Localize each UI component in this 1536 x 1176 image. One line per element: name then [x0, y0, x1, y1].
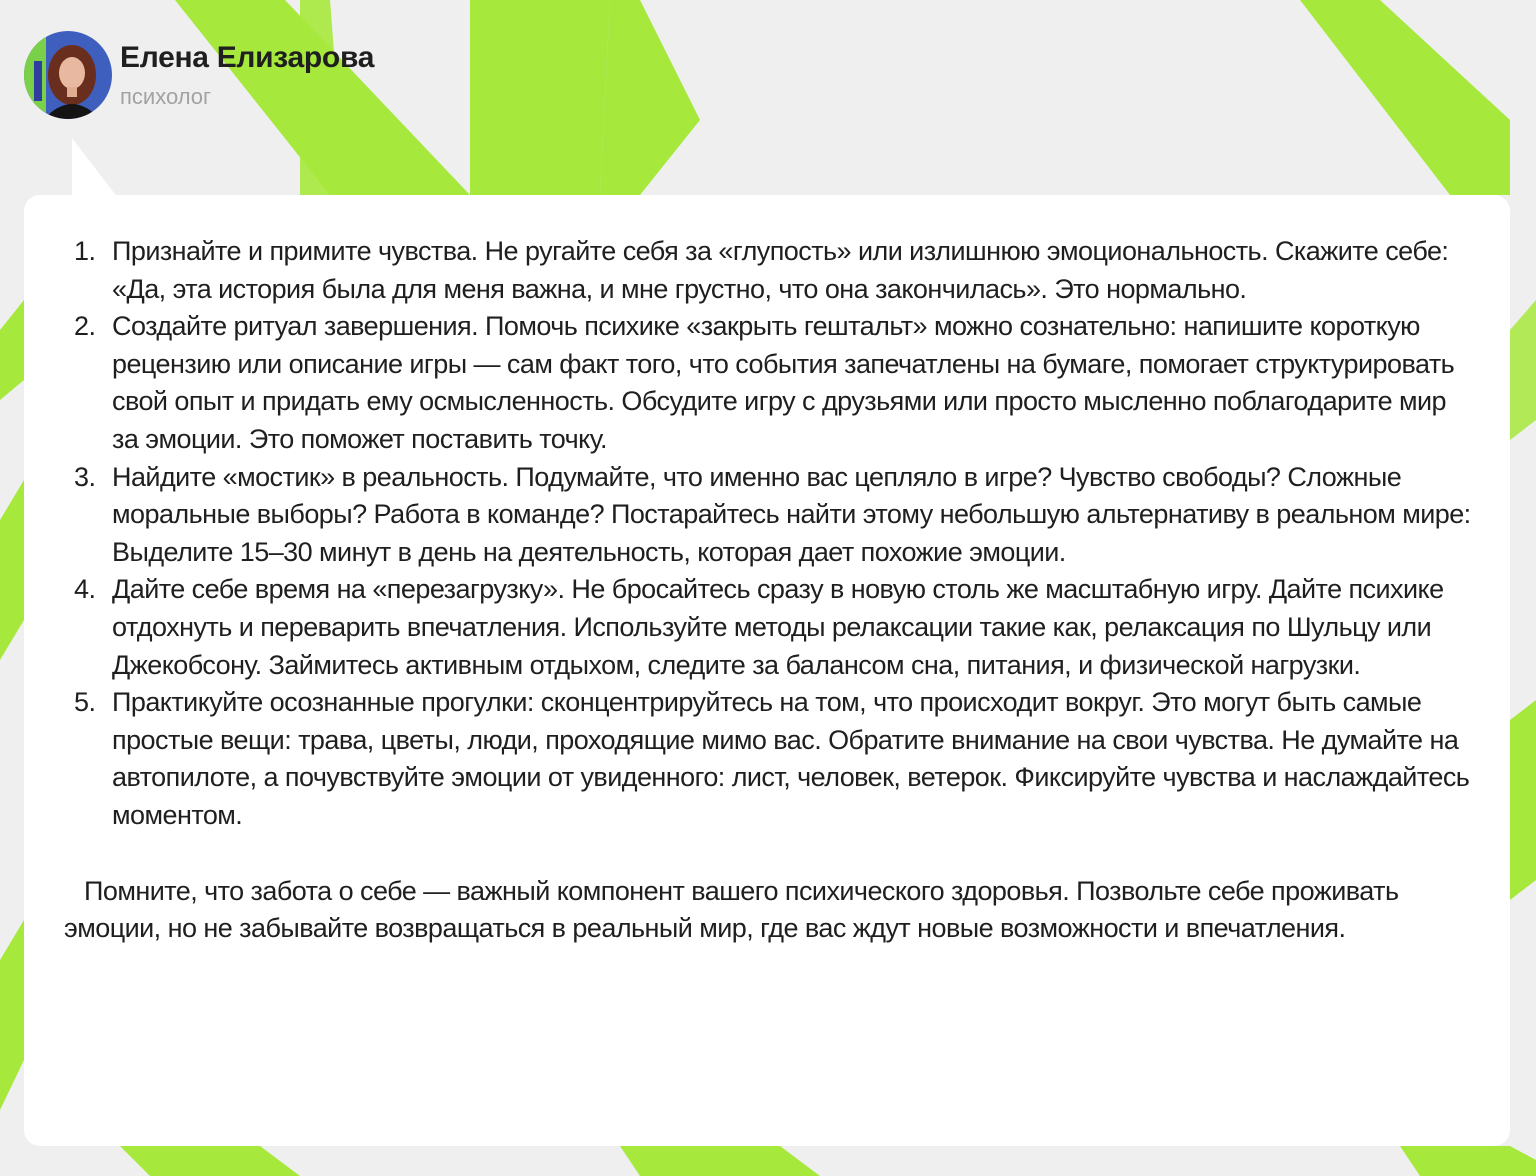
- author-header: [24, 30, 374, 120]
- list-item: [64, 308, 1474, 458]
- author-name: Елена Елизарова: [120, 41, 375, 74]
- closing-paragraph: Помните, что забота о себе — важный компонент вашего психического здоровья. Позвольте себе проживать эмоции, но не забывайте возвращаться в реальный мир, где вас ждут новые возможности и впечатления.: [64, 875, 1399, 944]
- list-item-number: 1.: [74, 236, 96, 266]
- content-card: [24, 195, 1510, 1146]
- list-item: [64, 459, 1474, 572]
- avatar: [24, 31, 112, 119]
- list-item-text: Дайте себе время на «перезагрузку». Не бросайтесь сразу в новую столь же масштабную игру. Дайте психике отдохнуть и переварить впечатления. Используйте методы релаксации такие как, релаксация по Шульцу или Джекобсону. Займитесь активным отдыхом, следите за балансом сна, питания, и физической нагрузки.: [112, 574, 1444, 680]
- list-item-text: Признайте и примите чувства. Не ругайте себя за «глупость» или излишнюю эмоциональность. Скажите себе: «Да, эта история была для меня важна, и мне грустно, что она закончилась». Это нормально.: [112, 236, 1449, 304]
- list-item-text: Найдите «мостик» в реальность. Подумайте, что именно вас цепляло в игре? Чувство свободы? Сложные моральные выборы? Работа в команде? Постарайтесь найти этому небольшую альтернативу в реальном мире: Выделите 15–30 минут в день на деятельность, которая дает похожие эмоции.: [112, 461, 1471, 567]
- list-item-number: 2.: [74, 311, 96, 342]
- list-item-text: Создайте ритуал завершения. Помочь психике «закрыть гештальт» можно сознательно: напишите короткую рецензию или описание игры — сам факт того, что события запечатлены на бумаге, помогает структурировать свой опыт и придать ему осмысленность. Обсудите игру с друзьями или просто мысленно поблагодарите мир за эмоции. Это поможет поставить точку.: [112, 311, 1455, 454]
- list-item-text: Практикуйте осознанные прогулки: сконцентрируйтесь на том, что происходит вокруг. Это могут быть самые простые вещи: трава, цветы, люди, проходящие мимо вас. Обратите внимание на свои чувства. Не думайте на автопилоте, а почувствуйте эмоции от увиденного: лист, человек, ветерок. Фиксируйте чувства и наслаждайтесь моментом.: [112, 687, 1470, 830]
- tips-list: [64, 233, 1474, 835]
- list-item: [64, 233, 1474, 308]
- list-item-number: 4.: [74, 574, 96, 605]
- list-item-number: 3.: [74, 461, 96, 492]
- author-role: психолог: [120, 84, 212, 109]
- list-item: [64, 684, 1474, 834]
- list-item: [64, 571, 1474, 684]
- person-portrait-icon: [24, 31, 112, 119]
- list-item-number: 5.: [74, 687, 96, 718]
